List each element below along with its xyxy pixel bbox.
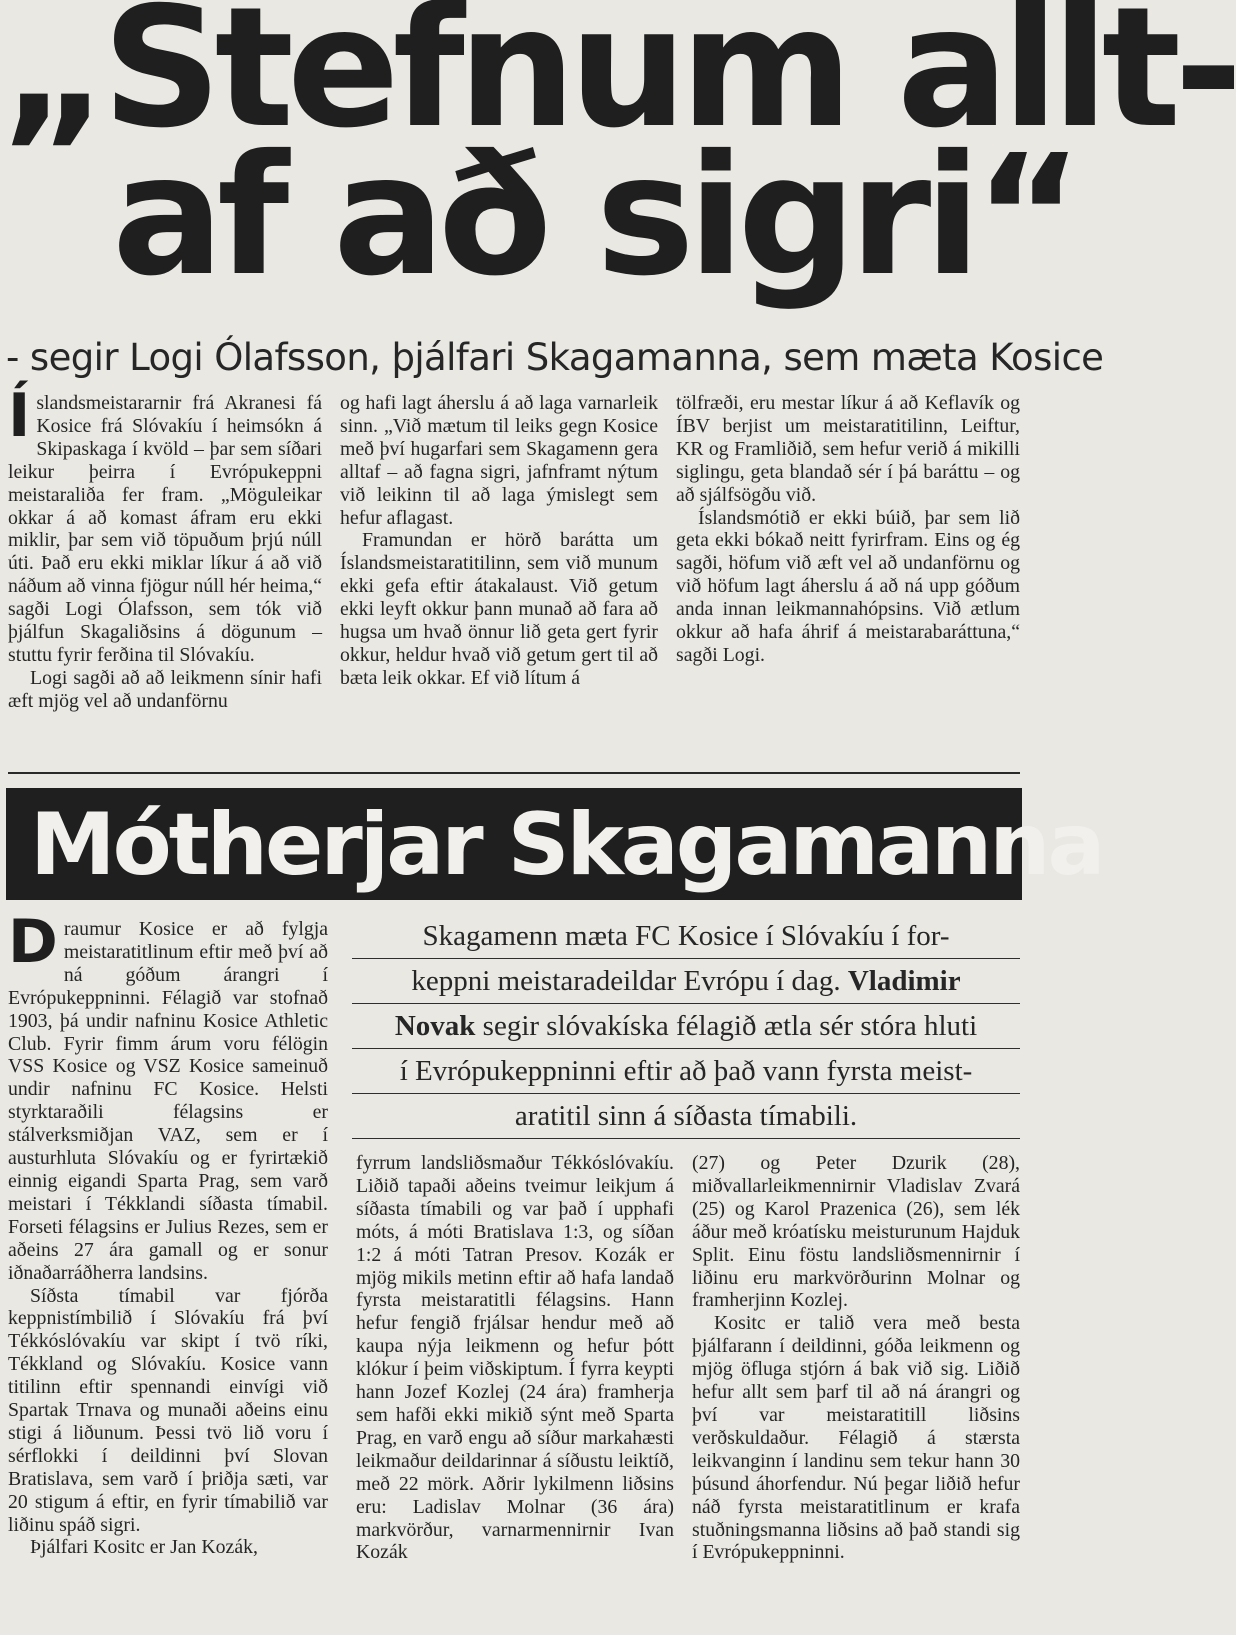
article-2-column-3 bbox=[692, 1152, 1020, 1564]
pull-quote-name: Vladimir bbox=[847, 965, 961, 997]
article-2-paragraph: (27) og Peter Dzurik (28), miðvallarleikmennirnir Vladislav Zvará (25) og Karol Prazenica (26), sem lék áður með króatísku meisturunum Hajduk Split. Einu föstu landsliðsmennirnir í liðinu eru markvörðurinn Molnar og framherjinn Kozlej. bbox=[692, 1152, 1020, 1312]
paragraph-text: raumur Kosice er að fylgja meistaratitlinum eftir með því að ná góðum árangri í Evrópukeppninni. Félagið var stofnað 1903, þá undir nafninu Kosice Athletic Club. Fyrir fimm árum voru félögin VSS Kosice og VSZ Kosice sameinuð undir nafninu FC Kosice. Helsti styrktaraðili félagsins er stálverksmiðjan VAZ, sem er í austurhluta Slóvakíu og er fyrirtækið einnig eigandi Sparta Prag, sem varð meistari í Tékklandi síðasta tímabil. Forseti félagsins er Julius Rezes, sem er aðeins 27 ára gamall og er sonur iðnaðarráðherra landsins. bbox=[8, 918, 328, 1284]
article-1-paragraph: tölfræði, eru mestar líkur á að Keflavík og ÍBV berjist um meistaratitilinn, Leiftur, KR og Framliðið, sem hefur verið á mikilli siglingu, geta blandað sér í þá baráttu – og að sjálfsögðu við. bbox=[676, 392, 1020, 506]
article-2-column-1 bbox=[8, 907, 328, 1559]
article-1-paragraph: Framundan er hörð barátta um Íslandsmeistaratitilinn, sem við munum ekki gefa eftir átakalaust. Við getum ekki leyft okkur þann munað að fara að hugsa um hvað önnur lið geta gert fyrir okkur, heldur hvað við getum gert til að bæta leik okkar. Ef við lítum á bbox=[340, 529, 658, 689]
article-1-column-2 bbox=[340, 392, 658, 690]
article-1-paragraph: Íslandsmótið er ekki búið, þar sem lið geta ekki bókað neitt fyrirfram. Eins og ég sagði, höfum við æft vel að undanförnu og við höfum lagt áherslu á að ná upp góðum anda innan leikmannahópsins. Við ætlum okkur að hafa áhrif á meistarabaráttuna,“ sagði Logi. bbox=[676, 506, 1020, 666]
article-1-paragraph bbox=[8, 381, 322, 667]
headline bbox=[0, 0, 1236, 313]
article-1-paragraph: og hafi lagt áherslu á að laga varnarleik sinn. „Við mætum til leiks gegn Kosice með því hugarfari sem Skagamenn gera alltaf – að fagna sigri, jafnframt nýtum við leikinn til að laga ýmislegt sem hefur aflagast. bbox=[340, 392, 658, 529]
article-2-paragraph: Kositc er talið vera með besta þjálfarann í deildinni, góða leikmenn og mjög öfluga stjórn á bak við sig. Liðið hefur allt sem þarf til að ná árangri og því var meistaratitill liðsins verðskuldaður. Félagið á stærsta leikvanginn í landinu sem tekur hann 30 þúsund áhorfendur. Nú þegar liðið hefur náð fyrsta meistaratitlinum er krafa stuðningsmanna liðsins að það standi sig í Evrópukeppninni. bbox=[692, 1312, 1020, 1564]
section-divider bbox=[8, 772, 1020, 774]
pull-quote-line bbox=[352, 1004, 1020, 1049]
pull-quote-line: aratitil sinn á síðasta tímabili. bbox=[352, 1094, 1020, 1139]
section-banner bbox=[6, 788, 1103, 900]
pull-quote-text: segir slóvakíska félagið ætla sér stóra hluti bbox=[475, 1010, 978, 1042]
article-1-paragraph: Logi sagði að að leikmenn sínir hafi æft mjög vel að undanförnu bbox=[8, 666, 322, 712]
article-2-column-2 bbox=[356, 1152, 674, 1564]
subheadline: - segir Logi Ólafsson, þjálfari Skagamanna, sem mæta Kosice bbox=[6, 336, 1104, 379]
article-2-paragraph: fyrrum landsliðsmaður Tékkóslóvakíu. Liðið tapaði aðeins tveimur leikjum á síðasta tímabili og var það í upphafi móts, á móti Bratislava 1:3, og síðan 1:2 á móti Tatran Presov. Kozák er mjög mikils metinn eftir að hafa landað fyrsta meistaratitli félagsins. Hann hefur fengið frjálsar hendur með að kaupa nýja leikmenn og hefur þótt klókur í þeim viðskiptum. Í fyrra keypti hann Jozef Kozlej (24 ára) framherja sem hafði ekki mikið sýnt með Sparta Prag, en varð engu að síður markahæsti leikmaður deildarinnar á síðustu leiktíð, með 22 mörk. Aðrir lykilmenn liðsins eru: Ladislav Molnar (36 ára) markvörður, varnarmennirnir Ivan Kozák bbox=[356, 1152, 674, 1564]
pull-quote-line: Skagamenn mæta FC Kosice í Slóvakíu í for- bbox=[352, 914, 1020, 959]
article-2-paragraph: Þjálfari Kositc er Jan Kozák, bbox=[30, 1536, 258, 1559]
paragraph-text: slandsmeistararnir frá Akranesi fá Kosice frá Slóvakíu í heimsókn á Skipaskaga í kvöld – þar sem síðari leikur þeirra í Evrópukeppni meistaraliða fer fram. „Möguleikar okkar á að komast áfram eru ekki miklir, þar sem við töpuðum þrjú núll úti. Það eru ekki miklar líkur á að við náðum að vinna fjögur núll hér heima,“ sagði Logi Ólafsson, sem tók við þjálfun Skagaliðsins á dögunum – stuttu fyrir ferðina til Slóvakíu. bbox=[8, 392, 322, 666]
pull-quote-name: Novak bbox=[394, 1010, 476, 1042]
pull-quote bbox=[352, 914, 1020, 1139]
article-1-column-1 bbox=[8, 381, 322, 713]
headline-line-1: „Stefnum allt- bbox=[0, 0, 1236, 165]
banner-title: Mótherjar Skagamanna bbox=[30, 795, 1103, 895]
headline-line-2: af að sigri“ bbox=[112, 120, 1077, 313]
pull-quote-line: í Evrópukeppninni eftir að það vann fyrsta meist- bbox=[352, 1049, 1020, 1094]
pull-quote-text: keppni meistaradeildar Evrópu í dag. bbox=[411, 965, 848, 997]
article-2-paragraph bbox=[8, 907, 328, 1285]
drop-cap: Í bbox=[8, 381, 31, 451]
article-2-paragraph: Síðsta tímabil var fjórða keppnistímbilið í Slóvakíu frá því Tékkóslóvakíu var skipt í tvö ríki, Tékkland og Slóvakíu. Kosice vann titilinn eftir spennandi einvígi við Spartak Trnava og munaði aðeins einu stigi á liðunum. Þessi tvö lið voru í sérflokki í deildinni því Slovan Bratislava, sem varð í þriðja sæti, var 20 stigum á eftir, en fyrir tímabilið var liðinu spáð sigri. bbox=[8, 1284, 328, 1536]
article-1-column-3 bbox=[676, 392, 1020, 667]
pull-quote-line bbox=[352, 959, 1020, 1004]
drop-cap: D bbox=[8, 907, 58, 977]
